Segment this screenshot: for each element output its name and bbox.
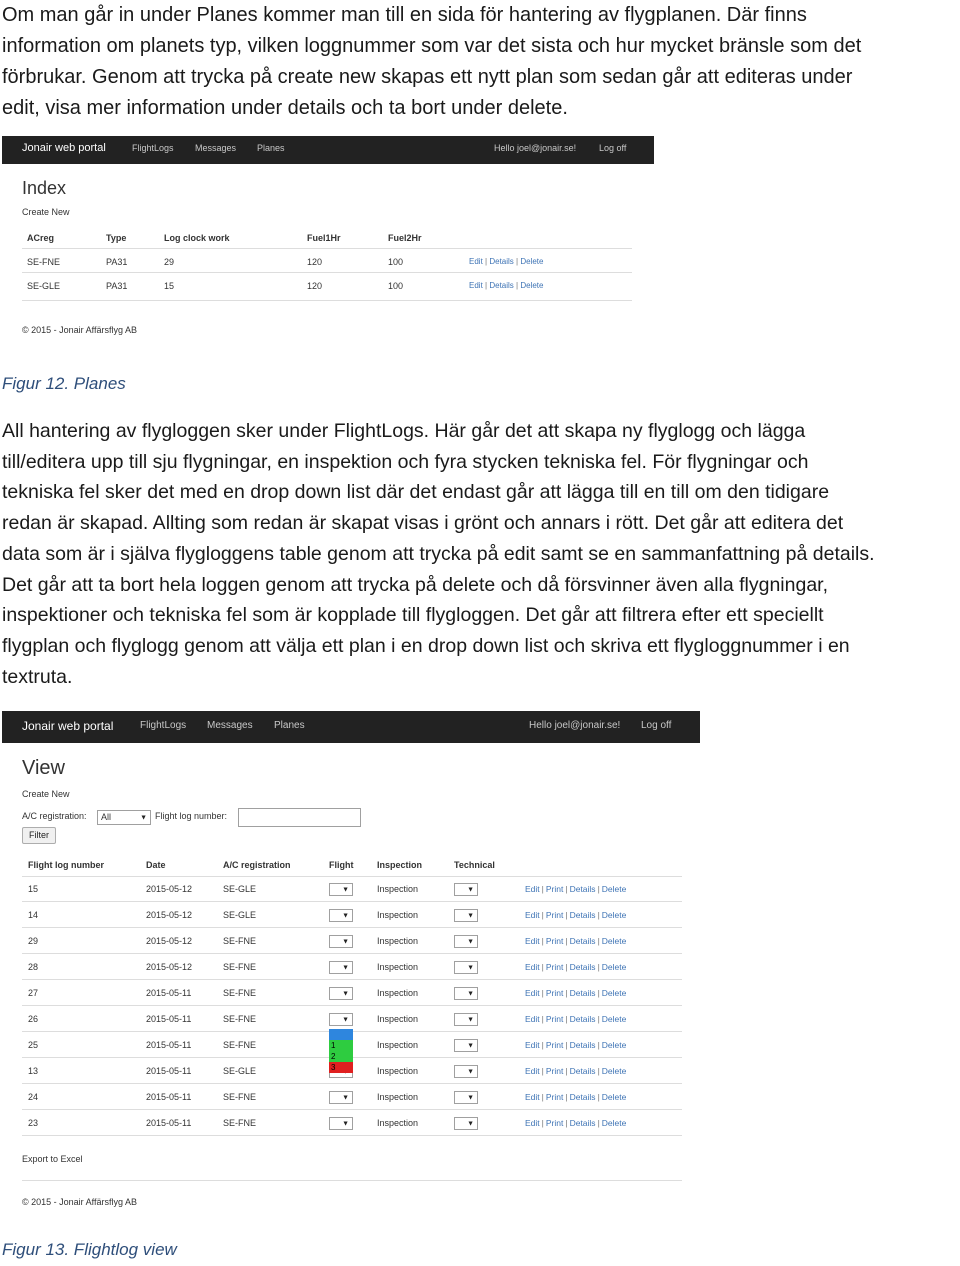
separator: |: [541, 1092, 544, 1102]
figure-caption: Figur 12. Planes: [2, 374, 126, 393]
user-greeting-link[interactable]: Hello joel@jonair.se!: [529, 720, 621, 731]
print-link[interactable]: Print: [545, 1118, 564, 1128]
row-actions: [525, 1014, 626, 1024]
row-actions: [525, 1040, 626, 1050]
brand-link[interactable]: Jonair web portal: [22, 142, 106, 154]
column-header-ac-registration: A/C registration: [223, 860, 291, 870]
separator: |: [565, 936, 568, 946]
row-actions: [469, 281, 543, 290]
edit-link[interactable]: Edit: [525, 988, 540, 998]
divider: [22, 927, 682, 928]
inspection-link[interactable]: Inspection: [377, 910, 419, 920]
separator: |: [541, 936, 544, 946]
details-link[interactable]: Details: [569, 936, 596, 946]
cell-acreg: SE-FNE: [27, 257, 61, 267]
separator: |: [565, 1014, 568, 1024]
cell-date: 2015-05-12: [146, 962, 193, 972]
dropdown-option[interactable]: 1: [329, 1040, 353, 1051]
edit-link[interactable]: Edit: [525, 1040, 540, 1050]
separator: |: [565, 1040, 568, 1050]
body-line: redan är skapad. Allting som redan är skapat visas i grönt och annars i rött. Det går att editera det: [2, 512, 844, 535]
divider: [22, 901, 682, 902]
column-header-log-clock: Log clock work: [164, 233, 230, 243]
separator: |: [541, 910, 544, 920]
separator: |: [597, 1014, 600, 1024]
flight-select[interactable]: [329, 883, 353, 896]
separator: |: [541, 988, 544, 998]
delete-link[interactable]: Delete: [520, 257, 544, 266]
figure-caption: Figur 13. Flightlog view: [2, 1240, 177, 1259]
chevron-down-icon: ▼: [467, 912, 474, 919]
cell-ac-registration: SE-GLE: [223, 884, 257, 894]
details-link[interactable]: Details: [569, 962, 596, 972]
chevron-down-icon: ▼: [342, 912, 349, 919]
edit-link[interactable]: Edit: [525, 962, 540, 972]
separator: |: [565, 1066, 568, 1076]
chevron-down-icon: ▼: [342, 990, 349, 997]
row-actions: [469, 257, 543, 266]
divider: [22, 1109, 682, 1110]
separator: |: [516, 281, 519, 290]
delete-link[interactable]: Delete: [601, 1092, 627, 1102]
details-link[interactable]: Details: [569, 988, 596, 998]
print-link[interactable]: Print: [545, 936, 564, 946]
inspection-link[interactable]: Inspection: [377, 1092, 419, 1102]
chevron-down-icon: ▼: [467, 1120, 474, 1127]
divider: [22, 953, 682, 954]
chevron-down-icon: ▼: [140, 814, 147, 821]
row-actions: [525, 1092, 626, 1102]
flight-select[interactable]: [329, 935, 353, 948]
technical-select[interactable]: [454, 1091, 478, 1104]
separator: |: [565, 1092, 568, 1102]
inspection-link[interactable]: Inspection: [377, 962, 419, 972]
filter-button[interactable]: Filter: [22, 827, 56, 844]
intro-line: edit, visa mer information under details och ta bort under delete.: [2, 97, 568, 119]
inspection-link[interactable]: Inspection: [377, 1066, 419, 1076]
separator: |: [597, 1118, 600, 1128]
cell-ac-registration: SE-GLE: [223, 910, 257, 920]
cell-flight-log-number: 29: [28, 936, 39, 946]
nav-item-planes[interactable]: Planes: [274, 720, 305, 731]
nav-item-messages[interactable]: Messages: [195, 143, 237, 153]
dropdown-option[interactable]: 2: [329, 1051, 353, 1062]
chevron-down-icon: ▼: [467, 1068, 474, 1075]
flight-select[interactable]: [329, 1091, 353, 1104]
page-title: View: [22, 757, 65, 779]
technical-select[interactable]: [454, 987, 478, 1000]
edit-link[interactable]: Edit: [469, 281, 483, 290]
flight-select[interactable]: [329, 1117, 353, 1130]
nav-item-flightlogs[interactable]: FlightLogs: [140, 720, 187, 731]
divider: [22, 1083, 682, 1084]
cell-flight-log-number: 23: [28, 1118, 39, 1128]
row-actions: [525, 962, 626, 972]
flight-select[interactable]: [329, 987, 353, 1000]
separator: |: [565, 962, 568, 972]
print-link[interactable]: Print: [545, 1092, 564, 1102]
inspection-link[interactable]: Inspection: [377, 988, 419, 998]
brand-link[interactable]: Jonair web portal: [22, 719, 114, 733]
print-link[interactable]: Print: [545, 884, 564, 894]
cell-fuel1hr: 120: [307, 281, 323, 291]
separator: |: [597, 1040, 600, 1050]
create-new-link[interactable]: Create New: [22, 207, 70, 217]
cell-fuel1hr: 120: [307, 257, 323, 267]
flight-log-number-input[interactable]: [238, 808, 361, 827]
divider: [22, 979, 682, 980]
separator: |: [485, 281, 488, 290]
chevron-down-icon: ▼: [342, 1094, 349, 1101]
separator: |: [597, 1066, 600, 1076]
footer-copyright: © 2015 - Jonair Affärsflyg AB: [22, 1197, 138, 1207]
flight-dropdown-open[interactable]: [329, 1029, 353, 1073]
print-link[interactable]: Print: [545, 962, 564, 972]
chevron-down-icon: ▼: [342, 938, 349, 945]
flightlog-screenshot: [2, 711, 700, 1223]
details-link[interactable]: Details: [569, 1014, 596, 1024]
cell-fuel2hr: 100: [388, 281, 404, 291]
chevron-down-icon: ▼: [342, 964, 349, 971]
details-link[interactable]: Details: [489, 257, 514, 266]
details-link[interactable]: Details: [569, 1066, 596, 1076]
chevron-down-icon: ▼: [467, 938, 474, 945]
cell-type: PA31: [106, 257, 128, 267]
inspection-link[interactable]: Inspection: [377, 1014, 419, 1024]
column-header-acreg: ACreg: [27, 233, 55, 243]
inspection-link[interactable]: Inspection: [377, 1040, 419, 1050]
delete-link[interactable]: Delete: [601, 1118, 627, 1128]
ac-registration-label: A/C registration:: [22, 811, 87, 821]
separator: |: [597, 910, 600, 920]
separator: |: [597, 936, 600, 946]
technical-select[interactable]: [454, 1039, 478, 1052]
print-link[interactable]: Print: [545, 1040, 564, 1050]
print-link[interactable]: Print: [545, 910, 564, 920]
separator: |: [565, 988, 568, 998]
cell-flight-log-number: 26: [28, 1014, 39, 1024]
separator: |: [541, 1066, 544, 1076]
cell-date: 2015-05-12: [146, 910, 193, 920]
column-header-technical: Technical: [454, 860, 495, 870]
cell-flight-log-number: 14: [28, 910, 39, 920]
column-header-type: Type: [106, 233, 127, 243]
footer-copyright: © 2015 - Jonair Affärsflyg AB: [22, 325, 138, 335]
cell-ac-registration: SE-FNE: [223, 988, 257, 998]
divider: [22, 1135, 682, 1136]
technical-select[interactable]: [454, 1013, 478, 1026]
intro-line: förbrukar. Genom att trycka på create new skapas ett nytt plan som sedan går att editeras under: [2, 66, 853, 88]
delete-link[interactable]: Delete: [601, 1066, 627, 1076]
flight-select[interactable]: [329, 961, 353, 974]
divider: [22, 1005, 682, 1006]
cell-date: 2015-05-11: [146, 1092, 192, 1102]
separator: |: [597, 1092, 600, 1102]
chevron-down-icon: ▼: [342, 1120, 349, 1127]
chevron-down-icon: ▼: [342, 1016, 349, 1023]
page-title: Index: [22, 178, 67, 198]
cell-flight-log-number: 15: [28, 884, 39, 894]
delete-link[interactable]: Delete: [601, 962, 627, 972]
column-header-fuel1hr: Fuel1Hr: [307, 233, 341, 243]
logoff-link[interactable]: Log off: [641, 720, 672, 731]
cell-flight-log-number: 24: [28, 1092, 39, 1102]
details-link[interactable]: Details: [569, 1118, 596, 1128]
cell-acreg: SE-GLE: [27, 281, 61, 291]
cell-date: 2015-05-12: [146, 884, 193, 894]
chevron-down-icon: ▼: [467, 1016, 474, 1023]
cell-fuel2hr: 100: [388, 257, 404, 267]
cell-flight-log-number: 25: [28, 1040, 39, 1050]
cell-log-clock: 29: [164, 257, 175, 267]
row-actions: [525, 1118, 626, 1128]
body-line: flygplan och flyglogg genom att välja ett plan i en drop down list och skriva ett flygloggnummer i en: [2, 634, 850, 657]
divider: [22, 272, 632, 273]
cell-flight-log-number: 13: [28, 1066, 39, 1076]
export-excel-link[interactable]: Export to Excel: [22, 1154, 83, 1164]
delete-link[interactable]: Delete: [601, 884, 627, 894]
chevron-down-icon: ▼: [467, 990, 474, 997]
edit-link[interactable]: Edit: [469, 257, 483, 266]
row-actions: [525, 884, 626, 894]
technical-select[interactable]: [454, 909, 478, 922]
cell-type: PA31: [106, 281, 128, 291]
row-actions: [525, 910, 626, 920]
user-greeting-link[interactable]: Hello joel@jonair.se!: [494, 143, 577, 153]
details-link[interactable]: Details: [569, 910, 596, 920]
body-paragraph: [2, 416, 958, 692]
cell-ac-registration: SE-FNE: [223, 936, 257, 946]
intro-line: Om man går in under Planes kommer man till en sida för hantering av flygplanen. Där finns: [2, 4, 807, 26]
nav-item-flightlogs[interactable]: FlightLogs: [132, 143, 174, 153]
separator: |: [565, 1118, 568, 1128]
chevron-down-icon: ▼: [342, 886, 349, 893]
technical-select[interactable]: [454, 1065, 478, 1078]
create-new-link[interactable]: Create New: [22, 789, 70, 799]
cell-ac-registration: SE-FNE: [223, 962, 257, 972]
technical-select[interactable]: [454, 935, 478, 948]
logoff-link[interactable]: Log off: [599, 143, 627, 153]
column-header-date: Date: [146, 860, 166, 870]
planes-screenshot: [2, 136, 654, 346]
separator: |: [541, 962, 544, 972]
divider: [22, 1180, 682, 1181]
column-header-fuel2hr: Fuel2Hr: [388, 233, 422, 243]
cell-date: 2015-05-11: [146, 1040, 192, 1050]
technical-select[interactable]: [454, 883, 478, 896]
body-line: All hantering av flygloggen sker under FlightLogs. Här går det att skapa ny flyglogg och lägga: [2, 420, 806, 442]
row-actions: [525, 936, 626, 946]
separator: |: [541, 1040, 544, 1050]
edit-link[interactable]: Edit: [525, 910, 540, 920]
separator: |: [565, 910, 568, 920]
details-link[interactable]: Details: [569, 1040, 596, 1050]
column-header-flight: Flight: [329, 860, 354, 870]
delete-link[interactable]: Delete: [601, 910, 627, 920]
cell-log-clock: 15: [164, 281, 175, 291]
separator: |: [597, 988, 600, 998]
print-link[interactable]: Print: [545, 988, 564, 998]
cell-date: 2015-05-11: [146, 988, 192, 998]
details-link[interactable]: Details: [489, 281, 514, 290]
technical-select[interactable]: [454, 961, 478, 974]
inspection-link[interactable]: Inspection: [377, 884, 419, 894]
chevron-down-icon: ▼: [467, 1094, 474, 1101]
cell-date: 2015-05-12: [146, 936, 193, 946]
cell-ac-registration: SE-FNE: [223, 1014, 257, 1024]
body-line: data som är i själva flygloggens table genom att trycka på edit samt se en sammanfattning på details.: [2, 542, 875, 565]
separator: |: [565, 884, 568, 894]
flight-log-number-label: Flight log number:: [155, 811, 228, 821]
inspection-link[interactable]: Inspection: [377, 1118, 419, 1128]
edit-link[interactable]: Edit: [525, 1066, 540, 1076]
ac-registration-value: All: [101, 812, 112, 822]
body-line: Det går att ta bort hela loggen genom att trycka på delete och då försvinner även alla flygningar,: [2, 573, 829, 596]
edit-link[interactable]: Edit: [525, 936, 540, 946]
separator: |: [541, 884, 544, 894]
print-link[interactable]: Print: [545, 1014, 564, 1024]
divider: [22, 300, 632, 301]
nav-item-messages[interactable]: Messages: [207, 720, 253, 731]
cell-flight-log-number: 27: [28, 988, 39, 998]
column-header-flight-log-number: Flight log number: [28, 860, 104, 870]
cell-ac-registration: SE-FNE: [223, 1040, 257, 1050]
inspection-link[interactable]: Inspection: [377, 936, 419, 946]
technical-select[interactable]: [454, 1117, 478, 1130]
details-link[interactable]: Details: [569, 884, 596, 894]
dropdown-option[interactable]: [329, 1029, 353, 1040]
separator: |: [597, 884, 600, 894]
delete-link[interactable]: Delete: [520, 281, 544, 290]
edit-link[interactable]: Edit: [525, 1118, 540, 1128]
separator: |: [541, 1118, 544, 1128]
intro-paragraph: [2, 0, 952, 124]
intro-line: information om planets typ, vilken loggnummer som var det sista och hur mycket bränsle som det: [2, 35, 862, 57]
flight-select[interactable]: [329, 909, 353, 922]
row-actions: [525, 988, 626, 998]
edit-link[interactable]: Edit: [525, 1014, 540, 1024]
separator: |: [597, 962, 600, 972]
cell-date: 2015-05-11: [146, 1118, 192, 1128]
separator: |: [516, 257, 519, 266]
body-line: inspektioner och tekniska fel som är kopplade till flygloggen. Det går att filtrera efter ett speciellt: [2, 604, 824, 627]
ac-registration-select[interactable]: [97, 810, 151, 825]
print-link[interactable]: Print: [545, 1066, 564, 1076]
separator: |: [485, 257, 488, 266]
row-actions: [525, 1066, 626, 1076]
cell-date: 2015-05-11: [146, 1066, 192, 1076]
delete-link[interactable]: Delete: [601, 1040, 627, 1050]
delete-link[interactable]: Delete: [601, 1014, 627, 1024]
details-link[interactable]: Details: [569, 1092, 596, 1102]
edit-link[interactable]: Edit: [525, 884, 540, 894]
divider: [22, 248, 632, 249]
separator: |: [541, 1014, 544, 1024]
cell-ac-registration: SE-FNE: [223, 1118, 257, 1128]
body-line: tekniska fel sker det med en drop down list där det endast går att lägga till en till om den tidigare: [2, 481, 830, 504]
delete-link[interactable]: Delete: [601, 988, 627, 998]
chevron-down-icon: ▼: [467, 886, 474, 893]
body-line: textruta.: [2, 665, 73, 688]
dropdown-option[interactable]: 3: [329, 1062, 353, 1073]
divider: [22, 876, 682, 877]
nav-item-planes[interactable]: Planes: [257, 143, 285, 153]
edit-link[interactable]: Edit: [525, 1092, 540, 1102]
flight-select[interactable]: [329, 1013, 353, 1026]
chevron-down-icon: ▼: [467, 1042, 474, 1049]
cell-ac-registration: SE-GLE: [223, 1066, 257, 1076]
column-header-inspection: Inspection: [377, 860, 423, 870]
cell-flight-log-number: 28: [28, 962, 39, 972]
cell-date: 2015-05-11: [146, 1014, 192, 1024]
delete-link[interactable]: Delete: [601, 936, 627, 946]
navbar: [2, 711, 700, 743]
navbar: [2, 136, 654, 164]
cell-ac-registration: SE-FNE: [223, 1092, 257, 1102]
body-line: till/editera upp till sju flygningar, en inspektion och fyra stycken tekniska fel. För flygningar och: [2, 450, 809, 473]
chevron-down-icon: ▼: [467, 964, 474, 971]
